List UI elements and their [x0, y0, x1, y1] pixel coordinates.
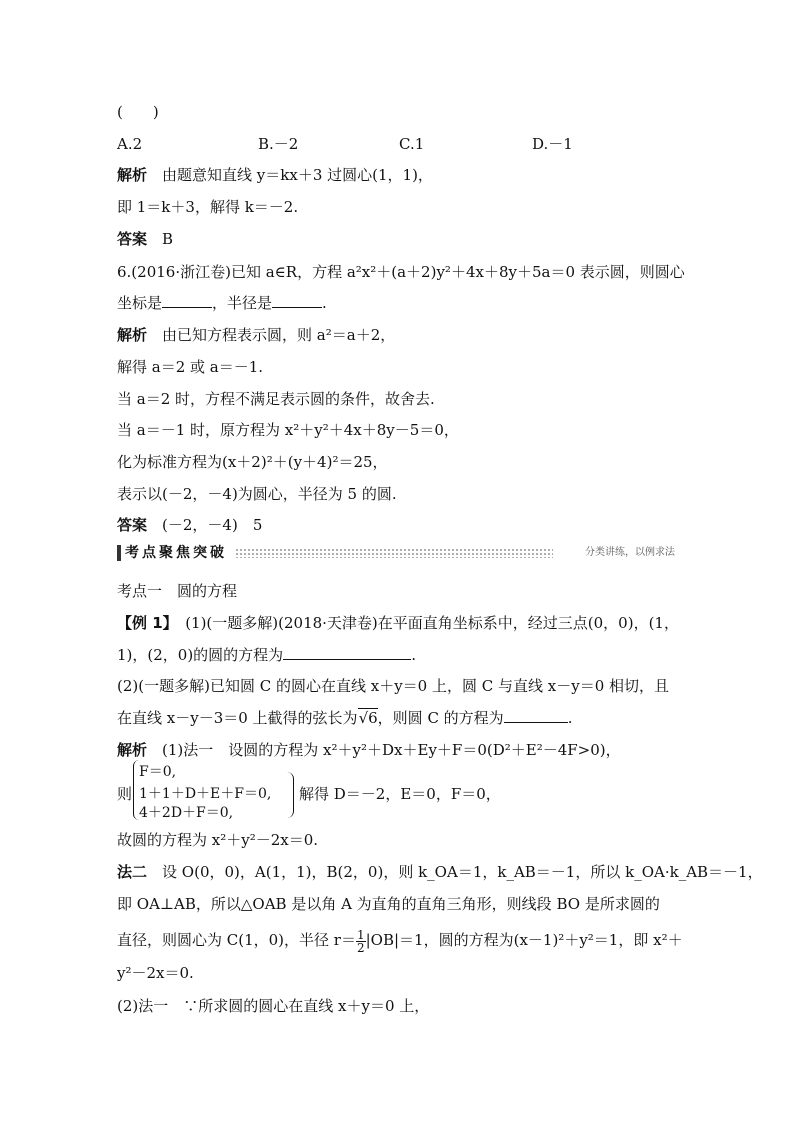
method2-line-3: 直径，则圆心为 C(1，0)，半径 r＝ $\frac{1}{2}$ |OB|＝1，圆的方程为(x－1)²＋y²＝1，即 x²＋: [117, 927, 683, 955]
option-b: B.－2: [258, 135, 299, 153]
fraction-half: $\frac{1}{2}$: [356, 927, 365, 955]
q6-answer: 答案 (－2，－4) 5: [117, 516, 263, 534]
answer-blank: [162, 293, 212, 308]
topic-heading: 考点一 圆的方程: [117, 582, 238, 600]
q6-solution-line-6: 表示以(－2，－4)为圆心，半径为 5 的圆.: [117, 485, 397, 503]
q5-solution-line-2: 即 1＝k＋3，解得 k＝－2.: [117, 198, 299, 216]
part2-head: (2)法一 ∵所求圆的圆心在直线 x＋y＝0 上，: [117, 997, 430, 1015]
option-d: D.－1: [532, 135, 573, 153]
q6-solution-line-5: 化为标准方程为(x＋2)²＋(y＋4)²＝25，: [117, 453, 388, 471]
q5-answer: 答案 B: [117, 230, 174, 248]
q6-stem-line-2: 坐标是 ，半径是 .: [117, 294, 327, 312]
example-line-2: 1)，(2，0)的圆的方程为 .: [117, 646, 416, 664]
example-line-4: 在直线 x－y－3＝0 上截得的弦长为√6，则圆 C 的方程为 .: [117, 709, 573, 727]
solution-label: 解析: [117, 166, 148, 184]
answer-label: 答案: [117, 516, 148, 534]
method2-line-4: y²－2x＝0.: [117, 964, 194, 982]
q5-paren: ( ): [117, 103, 159, 121]
section-banner: [117, 544, 679, 562]
solution-label: 解析: [117, 741, 148, 759]
q6-solution-line-4: 当 a＝－1 时，原方程为 x²＋y²＋4x＋8y－5＝0，: [117, 421, 459, 439]
solution-line-result: 故圆的方程为 x²＋y²－2x＝0.: [117, 831, 319, 849]
system-eq-3: 4＋2D＋F＝0,: [139, 805, 234, 821]
method2-line-2: 即 OA⊥AB，所以△OAB 是以角 A 为直角的直角三角形，则线段 BO 是所求圆的: [117, 895, 660, 913]
answer-blank: [272, 293, 322, 308]
system-brace-right: [287, 772, 294, 818]
method2-line-1: 法二 设 O(0，0)，A(1，1)，B(2，0)，则 k_OA＝1，k_AB＝－1，所以 k_OA·k_AB＝－1，: [117, 863, 763, 881]
q5-solution-line-1: 解析 由题意知直线 y＝kx＋3 过圆心(1，1)，: [117, 166, 433, 184]
solution-label: 解析: [117, 326, 148, 344]
q6-solution-line-2: 解得 a＝2 或 a＝－1.: [117, 358, 264, 376]
system-prefix: 则: [117, 785, 133, 803]
system-eq-2: 1＋1＋D＋E＋F＝0,: [139, 786, 272, 802]
q6-stem-line-1: 6.(2016·浙江卷)已知 a∈R，方程 a²x²＋(a＋2)y²＋4x＋8y＋5a＝0 表示圆，则圆心: [117, 263, 685, 281]
system-eq-1: F＝0,: [139, 764, 177, 780]
q5-options: [117, 133, 679, 155]
banner-bar: [117, 545, 121, 561]
example-line-3: (2)(一题多解)已知圆 C 的圆心在直线 x＋y＝0 上，圆 C 与直线 x－y＝0 相切，且: [117, 677, 670, 695]
answer-label: 答案: [117, 230, 148, 248]
solution-line-1: 解析 (1)法一 设圆的方程为 x²＋y²＋Dx＋Ey＋F＝0(D²＋E²－4F>0)，: [117, 741, 621, 759]
option-a: A.2: [117, 135, 143, 153]
section-title: 考点聚焦突破: [125, 545, 227, 561]
example-line-1: 【例 1】 (1)(一题多解)(2018·天津卷)在平面直角坐标系中，经过三点(0，0)，(1，: [117, 614, 679, 632]
q6-solution-line-3: 当 a＝2 时，方程不满足表示圆的条件，故舍去.: [117, 390, 435, 408]
option-c: C.1: [399, 135, 425, 153]
example-label: 【例 1】: [117, 614, 171, 632]
system-result: 解得 D＝－2，E＝0，F＝0，: [299, 785, 501, 803]
banner-dots: [235, 548, 553, 558]
method-label: 法二: [117, 863, 148, 881]
answer-blank: [504, 708, 568, 723]
q6-solution-line-1: 解析 由已知方程表示圆，则 a²＝a＋2，: [117, 326, 396, 344]
sqrt-six: √6: [358, 709, 378, 727]
document-page: [117, 0, 763, 1123]
section-note: 分类讲练，以例求法: [585, 547, 675, 558]
answer-blank: [283, 645, 411, 660]
